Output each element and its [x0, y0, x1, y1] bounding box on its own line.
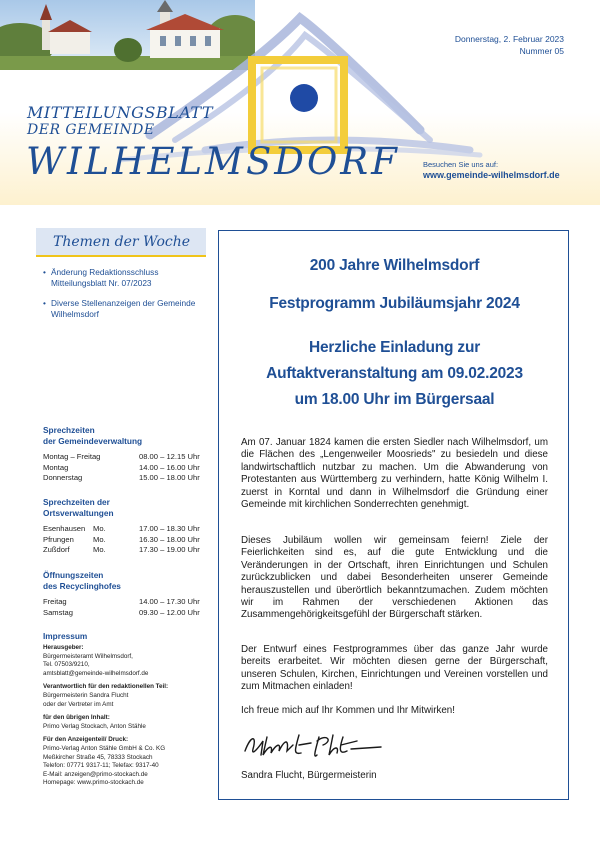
ads-email[interactable]: E-Mail: anzeigen@primo-stockach.de	[43, 770, 148, 778]
hours-day: Mo.	[93, 545, 106, 555]
article-paragraph: Dieses Jubiläum wollen wir gemeinsam feiern! Ziele der Feierlichkeiten sind es, auf die gute Entwicklung und die Veränderungen in der Ortschaft, ihren Einrichtungen und Schulen zurückzublicken und dabei Besonderheiten unserer Gemeinde herauszustellen und überörtlich bekanntzumachen. Zudem möchten wir im Rahmen der verschiedenen Aktionen das Zusammengehörigkeitsgefühl der Bürgerschaft stärken.	[241, 535, 548, 621]
hours-row	[43, 473, 200, 484]
recycling-title	[43, 570, 200, 592]
themen-item[interactable]: • Diverse Stellenanzeigen der Gemeinde Wilhelmsdorf	[43, 298, 206, 320]
ortsverwaltungen-title-line2: Ortsverwaltungen	[43, 508, 114, 518]
themen-list	[36, 267, 206, 320]
hours-row	[43, 535, 200, 546]
hours-time: 17.30 – 19.00 Uhr	[139, 545, 200, 555]
sidebar	[36, 228, 206, 329]
publisher-label: Herausgeber:	[43, 644, 84, 651]
hours-time: 14.00 – 17.30 Uhr	[139, 597, 200, 606]
headline-anniversary: 200 Jahre Wilhelmsdorf	[309, 257, 480, 274]
hours-row	[43, 452, 200, 463]
headline-invite-line1: Herzliche Einladung zur	[308, 339, 481, 356]
hours-time: 14.00 – 16.00 Uhr	[139, 462, 200, 472]
recycling-section	[43, 570, 200, 618]
publisher-line: Bürgermeisteramt Wilhelmsdorf,	[43, 652, 133, 660]
responsible-line: oder der Vertreter im Amt	[43, 700, 114, 708]
masthead-line2: DER GEMEINDE	[27, 122, 155, 138]
main-article-box	[218, 230, 569, 800]
issue-date-block	[455, 33, 564, 57]
responsible-label: Verantwortlich für den redaktionellen Teil:	[43, 683, 169, 691]
impressum	[43, 631, 218, 788]
sprechzeiten-table	[43, 452, 200, 484]
impressum-title: Impressum	[43, 631, 88, 641]
article-paragraph: Ich freue mich auf Ihr Kommen und Ihr Mitwirken!	[241, 705, 455, 716]
ortsverwaltungen-title	[43, 497, 200, 519]
sprechzeiten-section	[43, 425, 200, 484]
hours-time: 09.30 – 12.00 Uhr	[139, 607, 200, 617]
other-label: für den übrigen Inhalt:	[43, 714, 110, 722]
hours-day: Mo.	[93, 524, 106, 533]
ads-line: Telefon: 07771 9317-11; Telefax: 9317-40	[43, 762, 159, 770]
hours-day: Montag – Freitag	[43, 452, 101, 461]
hours-place: Esenhausen	[43, 524, 86, 533]
hours-time: 15.00 – 18.00 Uhr	[139, 473, 200, 483]
ads-homepage[interactable]: Homepage: www.primo-stockach.de	[43, 779, 144, 787]
hours-place: Zußdorf	[43, 545, 70, 555]
recycling-title-line2: des Recyclinghofes	[43, 581, 121, 591]
hours-row	[43, 608, 200, 619]
issue-number: Nummer 05	[519, 46, 564, 56]
issue-date: Donnerstag, 2. Februar 2023	[454, 34, 564, 44]
ads-label: Für den Anzeigenteil/ Druck:	[43, 736, 129, 744]
other-line: Primo Verlag Stockach, Anton Stähle	[43, 722, 146, 730]
hours-time: 17.00 – 18.30 Uhr	[139, 524, 200, 533]
hours-day: Samstag	[43, 607, 73, 617]
hours-day: Montag	[43, 462, 69, 472]
signer-name: Sandra Flucht, Bürgermeisterin	[241, 770, 377, 781]
hours-row	[43, 597, 200, 608]
ortsverwaltungen-table	[43, 524, 200, 556]
ads-line: Primo-Verlag Anton Stähle GmbH & Co. KG	[43, 744, 166, 752]
headline-festprogramm: Festprogramm Jubiläumsjahr 2024	[269, 295, 520, 312]
handwritten-signature	[241, 729, 391, 765]
website-link[interactable]: www.gemeinde-wilhelmsdorf.de	[423, 170, 560, 180]
sprechzeiten-title-line1: Sprechzeiten	[43, 425, 95, 435]
hours-place: Pfrungen	[43, 534, 74, 544]
hours-time: 08.00 – 12.15 Uhr	[139, 452, 200, 461]
sprechzeiten-title-line2: der Gemeindeverwaltung	[43, 436, 143, 446]
headline-invite-line2: Auftaktveranstaltung am 09.02.2023	[266, 365, 523, 382]
themen-header	[36, 228, 206, 257]
visit-label: Besuchen Sie uns auf:	[423, 160, 499, 169]
responsible-line: Bürgermeisterin Sandra Flucht	[43, 691, 129, 699]
recycling-table	[43, 597, 200, 618]
hours-row	[43, 524, 200, 535]
recycling-title-line1: Öffnungszeiten	[43, 570, 104, 580]
publisher-email[interactable]: amtsblatt@gemeinde-wilhelmsdorf.de	[43, 669, 149, 677]
hours-row	[43, 463, 200, 474]
hours-day: Mo.	[93, 534, 106, 544]
article-paragraph: Der Entwurf eines Festprogrammes über das ganze Jahr wurde bereits erarbeitet. Wir möchten diesen gerne der Bürgerschaft, unseren Schulen, Kirchen, Einrichtungen und Vereinen vorstellen und zum Mitmachen einladen!	[241, 644, 548, 693]
themen-title: Themen der Woche	[53, 234, 191, 250]
hours-day: Freitag	[43, 597, 67, 606]
headline-invite-line3: um 18.00 Uhr im Bürgersaal	[294, 391, 495, 408]
publisher-line: Tel. 07503/9210,	[43, 661, 90, 669]
hours-row	[43, 545, 200, 556]
masthead-line1: MITTEILUNGSBLATT	[27, 103, 214, 122]
ortsverwaltungen-section	[43, 497, 200, 556]
article-paragraph: Am 07. Januar 1824 kamen die ersten Siedler nach Wilhelmsdorf, um die Flächen des „Lengenweiler Moosrieds" zu besiedeln und diese landwirtschaftlich nutzbar zu machen. Um die Abwanderung von Protestanten aus Württemberg zu verhindern, hatte König Wilhelm I. zuerst in Korntal und dann in Wilhelmsdorf die Gründung einer Gemeinde mit kirchlichen Sonderrechten genehmigt.	[241, 437, 548, 511]
hours-time: 16.30 – 18.00 Uhr	[139, 534, 200, 544]
ads-line: Meßkircher Straße 45, 78333 Stockach	[43, 753, 153, 761]
ortsverwaltungen-title-line1: Sprechzeiten der	[43, 497, 110, 507]
themen-item[interactable]: • Änderung Redaktionsschluss Mitteilungsblatt Nr. 07/2023	[43, 267, 206, 289]
masthead-title: WILHELMSDORF	[26, 140, 400, 183]
sprechzeiten-title	[43, 425, 200, 447]
hours-day: Donnerstag	[43, 473, 83, 483]
masthead-header	[0, 0, 600, 205]
